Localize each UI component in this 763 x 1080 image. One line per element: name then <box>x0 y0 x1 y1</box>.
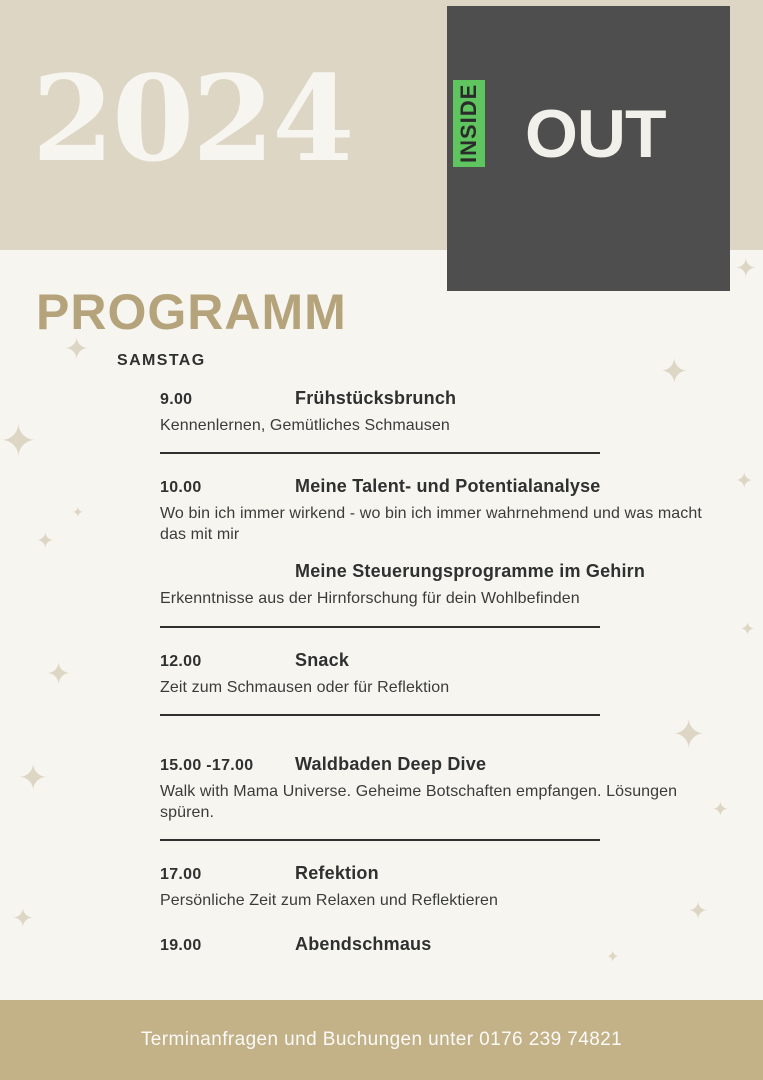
sparkle-icon: ✦ <box>740 619 756 639</box>
schedule-item <box>0 561 763 609</box>
sparkle-icon: ✦ <box>735 253 757 283</box>
schedule-time: 12.00 <box>160 652 202 670</box>
schedule-title: Refektion <box>295 863 379 884</box>
sparkle-icon: ✦ <box>12 903 34 933</box>
schedule-item-head <box>160 650 723 671</box>
schedule-desc: Wo bin ich immer wirkend - wo bin ich immer wahrnehmend und was macht das mit mir <box>160 505 702 543</box>
schedule-title: Abendschmaus <box>295 933 432 954</box>
sparkle-icon: ✦ <box>688 898 709 925</box>
schedule-time: 17.00 <box>160 866 202 884</box>
sparkle-icon: ✦ <box>64 333 90 366</box>
sparkle-icon: ✦ <box>18 757 49 798</box>
schedule-item-head <box>160 863 723 884</box>
schedule-title: Meine Talent- und Potentialanalyse <box>295 476 601 497</box>
schedule-desc: Erkenntnisse aus der Hirnforschung für dein Wohlbefinden <box>160 590 580 608</box>
sparkle-icon: ✦ <box>46 658 72 691</box>
logo-out-label: OUT <box>525 96 666 172</box>
sparkle-icon: ✦ <box>72 504 84 520</box>
year-title: 2024 <box>32 49 353 188</box>
schedule-item <box>0 934 763 955</box>
schedule-desc: Zeit zum Schmausen oder für Reflektion <box>160 678 450 696</box>
schedule-item <box>0 388 763 436</box>
schedule-item-head <box>160 388 723 409</box>
sparkle-icon: ✦ <box>660 353 689 391</box>
schedule-time: 19.00 <box>160 936 202 954</box>
schedule-time: 15.00 -17.00 <box>160 757 254 775</box>
logo-inside-label: INSIDE <box>453 79 485 166</box>
schedule-item-head <box>160 561 723 582</box>
sparkle-icon: ✦ <box>0 417 37 466</box>
schedule-title: Meine Steuerungsprogramme im Gehirn <box>295 561 646 582</box>
schedule-title: Frühstücksbrunch <box>295 388 457 408</box>
schedule-time: 10.00 <box>160 479 202 497</box>
logo-inner <box>456 83 666 172</box>
schedule-item-head <box>160 934 723 955</box>
schedule-item <box>0 754 763 823</box>
schedule-title: Waldbaden Deep Dive <box>295 754 487 775</box>
schedule-item <box>0 650 763 698</box>
sparkle-icon: ✦ <box>36 528 55 553</box>
footer-contact-text: Terminanfragen und Buchungen unter 0176 239 74821 <box>140 1029 623 1050</box>
sparkle-icon: ✦ <box>735 468 754 493</box>
footer-band <box>0 1000 763 1080</box>
schedule-item-head <box>160 754 723 775</box>
schedule-desc: Kennenlernen, Gemütliches Schmausen <box>160 417 450 434</box>
sparkle-icon: ✦ <box>606 949 620 966</box>
sparkle-icon: ✦ <box>712 799 729 821</box>
page-title: PROGRAMM <box>36 284 347 340</box>
schedule-title: Snack <box>295 649 350 670</box>
schedule-desc: Walk with Mama Universe. Geheime Botschaften empfangen. Lösungen spüren. <box>160 783 678 821</box>
schedule-item <box>0 476 763 545</box>
logo-block <box>447 6 730 291</box>
schedule-time: 9.00 <box>160 391 193 408</box>
day-label: SAMSTAG <box>117 352 206 369</box>
schedule-item <box>0 863 763 911</box>
schedule-item-head <box>160 476 723 497</box>
schedule-desc: Persönliche Zeit zum Relaxen und Reflektieren <box>160 892 498 910</box>
sparkle-icon: ✦ <box>672 713 706 757</box>
schedule-list <box>0 388 763 955</box>
